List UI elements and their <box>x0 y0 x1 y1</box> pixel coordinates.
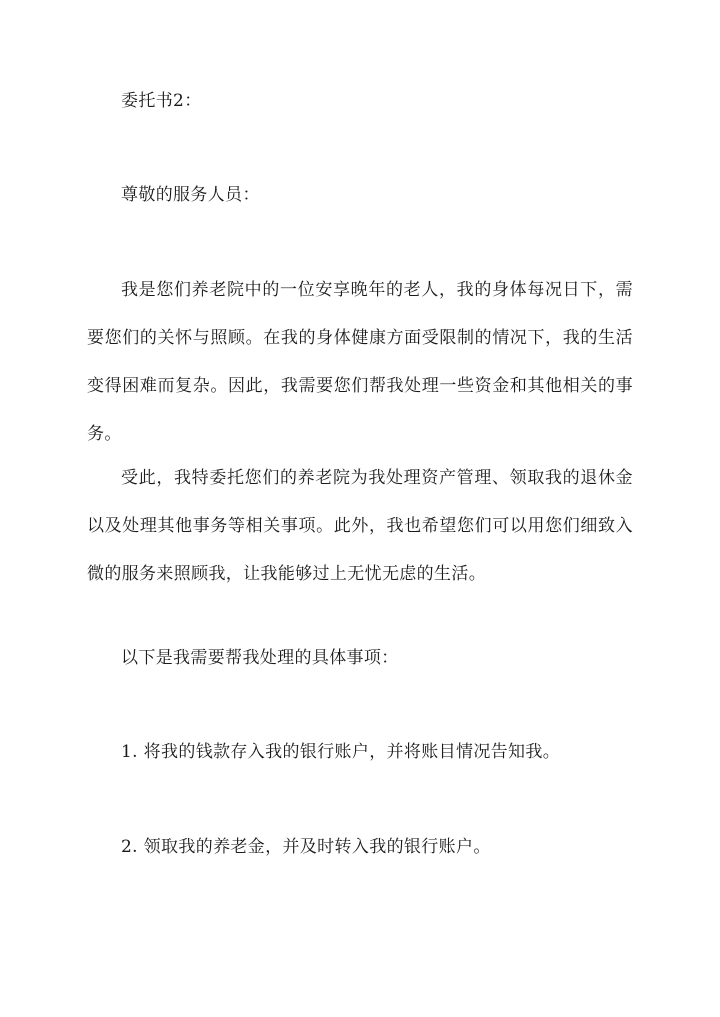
salutation: 尊敬的服务人员： <box>121 185 260 205</box>
document-title: 委托书2： <box>121 91 202 111</box>
body-paragraph-1: 我是您们养老院中的一位安享晚年的老人，我的身体每况日下，需要您们的关怀与照顾。在我的身体健康方面受限制的情况下，我的生活变得困难而复杂。因此，我需要您们帮我处理一些资金和其他相关的事务。 <box>87 280 633 444</box>
body-paragraph-2: 受此，我特委托您们的养老院为我处理资产管理、领取我的退休金以及处理其他事务等相关事项。此外，我也希望您们可以用您们细致入微的服务来照顾我，让我能够过上无忧无虑的生活。 <box>87 468 633 584</box>
list-item-2: 2. 领取我的养老金，并及时转入我的银行账户。 <box>121 837 491 857</box>
list-intro: 以下是我需要帮我处理的具体事项： <box>121 648 399 668</box>
list-item-1: 1. 将我的钱款存入我的银行账户，并将账目情况告知我。 <box>121 742 561 762</box>
